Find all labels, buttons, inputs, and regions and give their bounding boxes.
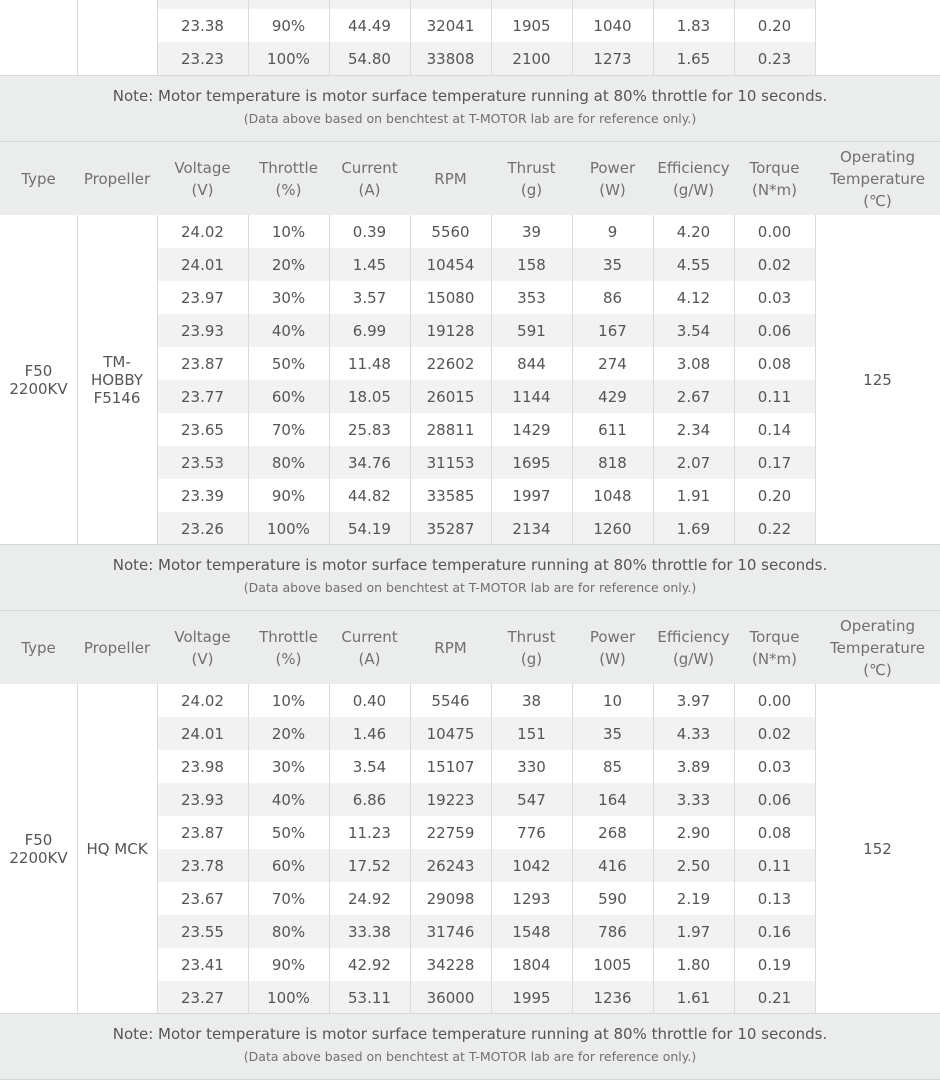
cell-rpm: 31746	[426, 922, 475, 941]
cell-thrust: 353	[517, 288, 546, 307]
note-sub-text: (Data above based on benchtest at T-MOTOR lab are for reference only.)	[243, 1049, 697, 1064]
cell-current: 17.52	[348, 856, 391, 875]
cell-throttle: 100%	[267, 49, 310, 68]
cell-torque: 0.16	[757, 922, 792, 941]
cell-power: 1236	[593, 988, 632, 1007]
cell-torque: 0.02	[757, 724, 792, 743]
column-header-operating-temperature-line: Temperature	[829, 638, 926, 657]
column-divider	[815, 684, 816, 1014]
column-header-efficiency-line: Efficiency	[657, 158, 730, 177]
cell-thrust: 1695	[512, 453, 551, 472]
column-divider	[329, 215, 330, 545]
column-divider	[491, 0, 492, 75]
cell-current: 3.54	[352, 757, 387, 776]
cell-efficiency: 4.55	[676, 255, 711, 274]
propeller-name	[77, 684, 157, 1014]
table-row-partial	[157, 0, 815, 9]
cell-current: 3.57	[352, 288, 387, 307]
cell-voltage: 23.23	[181, 49, 224, 68]
cell-efficiency: 2.67	[676, 387, 711, 406]
cell-efficiency: 2.50	[676, 856, 711, 875]
cell-efficiency: 1.97	[676, 922, 711, 941]
cell-thrust: 1997	[512, 486, 551, 505]
cell-torque: 0.00	[757, 222, 792, 241]
cell-power: 9	[607, 222, 618, 241]
column-header-voltage	[157, 142, 248, 215]
column-divider	[653, 684, 654, 1014]
cell-efficiency: 3.54	[676, 321, 711, 340]
cell-power: 1048	[593, 486, 632, 505]
cell-throttle: 80%	[271, 922, 306, 941]
cell-power: 611	[598, 420, 627, 439]
cell-rpm: 31153	[426, 453, 475, 472]
cell-torque: 0.14	[757, 420, 792, 439]
cell-thrust: 2100	[512, 49, 551, 68]
cell-thrust: 1042	[512, 856, 551, 875]
column-divider	[157, 215, 158, 545]
column-header-current	[329, 611, 410, 684]
cell-torque: 0.17	[757, 453, 792, 472]
cell-power: 164	[598, 790, 627, 809]
cell-power: 1260	[593, 519, 632, 538]
cell-rpm: 33585	[426, 486, 475, 505]
cell-torque: 0.20	[757, 16, 792, 35]
motor-type	[0, 215, 77, 545]
cell-efficiency: 1.83	[676, 16, 711, 35]
column-header-current-line: (A)	[358, 649, 381, 668]
cell-throttle: 100%	[267, 988, 310, 1007]
cell-thrust: 1429	[512, 420, 551, 439]
cell-throttle: 20%	[271, 724, 306, 743]
column-divider	[653, 0, 654, 75]
column-header-efficiency-line: (g/W)	[672, 180, 715, 199]
cell-efficiency: 3.08	[676, 354, 711, 373]
cell-rpm: 22602	[426, 354, 475, 373]
column-divider	[734, 0, 735, 75]
cell-current: 24.92	[348, 889, 391, 908]
column-header-voltage-line: Voltage	[174, 158, 231, 177]
cell-voltage: 23.67	[181, 889, 224, 908]
cell-rpm: 10454	[426, 255, 475, 274]
cell-torque: 0.08	[757, 823, 792, 842]
cell-torque: 0.19	[757, 955, 792, 974]
column-header-torque-line: (N*m)	[751, 649, 798, 668]
cell-throttle: 20%	[271, 255, 306, 274]
note-banner	[0, 544, 940, 611]
propeller-name-line: HQ MCK	[86, 840, 148, 858]
propeller-name-line: TM-	[103, 353, 131, 371]
cell-rpm: 22759	[426, 823, 475, 842]
cell-rpm: 35287	[426, 519, 475, 538]
cell-efficiency: 3.89	[676, 757, 711, 776]
cell-torque: 0.21	[757, 988, 792, 1007]
column-header-current	[329, 142, 410, 215]
cell-efficiency: 1.69	[676, 519, 711, 538]
cell-thrust: 38	[521, 691, 542, 710]
cell-current: 54.19	[348, 519, 391, 538]
cell-voltage: 24.02	[181, 691, 224, 710]
cell-torque: 0.13	[757, 889, 792, 908]
cell-power: 268	[598, 823, 627, 842]
cell-rpm: 32041	[426, 16, 475, 35]
cell-throttle: 90%	[271, 16, 306, 35]
cell-rpm: 15107	[426, 757, 475, 776]
cell-throttle: 90%	[271, 955, 306, 974]
cell-thrust: 151	[517, 724, 546, 743]
column-header-throttle	[248, 142, 329, 215]
note-main-text: Note: Motor temperature is motor surface temperature running at 80% throttle for 10 seconds.	[112, 1025, 828, 1043]
column-header-torque	[734, 611, 815, 684]
cell-voltage: 24.01	[181, 255, 224, 274]
cell-current: 54.80	[348, 49, 391, 68]
cell-rpm: 5546	[431, 691, 470, 710]
cell-efficiency: 2.90	[676, 823, 711, 842]
cell-rpm: 19223	[426, 790, 475, 809]
propeller-name-line: HOBBY	[90, 371, 143, 389]
cell-power: 167	[598, 321, 627, 340]
cell-efficiency: 4.20	[676, 222, 711, 241]
column-divider	[329, 684, 330, 1014]
cell-rpm: 5560	[431, 222, 470, 241]
cell-power: 590	[598, 889, 627, 908]
column-header-torque-line: Torque	[749, 627, 800, 646]
column-header-voltage-line: (V)	[191, 649, 214, 668]
column-header-thrust-line: Thrust	[507, 158, 556, 177]
operating-temperature	[815, 684, 940, 1014]
cell-voltage: 23.27	[181, 988, 224, 1007]
cell-torque: 0.11	[757, 387, 792, 406]
cell-throttle: 70%	[271, 889, 306, 908]
cell-power: 86	[602, 288, 623, 307]
column-divider	[410, 684, 411, 1014]
column-divider	[653, 215, 654, 545]
cell-throttle: 60%	[271, 856, 306, 875]
cell-thrust: 776	[517, 823, 546, 842]
motor-type-line: 2200KV	[9, 380, 68, 398]
column-header-thrust-line: (g)	[520, 649, 543, 668]
column-divider	[734, 215, 735, 545]
cell-torque: 0.06	[757, 321, 792, 340]
column-header-propeller-text: Propeller	[83, 638, 151, 657]
column-header-power-line: Power	[589, 627, 636, 646]
cell-voltage: 24.02	[181, 222, 224, 241]
note-main-text: Note: Motor temperature is motor surface temperature running at 80% throttle for 10 seconds.	[112, 556, 828, 574]
cell-efficiency: 1.91	[676, 486, 711, 505]
cell-torque: 0.03	[757, 757, 792, 776]
motor-type-line: F50	[24, 831, 53, 849]
column-header-torque-line: Torque	[749, 158, 800, 177]
cell-rpm: 26243	[426, 856, 475, 875]
column-header-thrust-line: Thrust	[507, 627, 556, 646]
column-divider	[77, 684, 78, 1014]
cell-power: 416	[598, 856, 627, 875]
column-header-operating-temperature-line: Temperature	[829, 169, 926, 188]
cell-rpm: 29098	[426, 889, 475, 908]
cell-torque: 0.06	[757, 790, 792, 809]
column-header-voltage-line: (V)	[191, 180, 214, 199]
column-header-rpm	[410, 142, 491, 215]
cell-thrust: 844	[517, 354, 546, 373]
column-divider	[248, 215, 249, 545]
column-divider	[410, 0, 411, 75]
column-header-operating-temperature	[815, 611, 940, 684]
cell-voltage: 23.93	[181, 321, 224, 340]
column-header-throttle-line: (%)	[275, 649, 302, 668]
cell-thrust: 1905	[512, 16, 551, 35]
cell-thrust: 330	[517, 757, 546, 776]
cell-voltage: 23.38	[181, 16, 224, 35]
cell-current: 1.46	[352, 724, 387, 743]
column-header-operating-temperature-line: (℃)	[863, 191, 892, 210]
cell-throttle: 90%	[271, 486, 306, 505]
column-header-throttle	[248, 611, 329, 684]
cell-throttle: 70%	[271, 420, 306, 439]
cell-current: 18.05	[348, 387, 391, 406]
column-header-type-text: Type	[21, 169, 56, 188]
cell-torque: 0.20	[757, 486, 792, 505]
column-header-torque-line: (N*m)	[751, 180, 798, 199]
cell-current: 0.39	[352, 222, 387, 241]
operating-temperature	[815, 215, 940, 545]
column-header-thrust	[491, 611, 572, 684]
cell-torque: 0.00	[757, 691, 792, 710]
column-header-power-line: Power	[589, 158, 636, 177]
cell-current: 11.48	[348, 354, 391, 373]
column-header-rpm-text: RPM	[434, 638, 467, 657]
motor-type-line: 2200KV	[9, 849, 68, 867]
cell-voltage: 23.39	[181, 486, 224, 505]
column-header-throttle-line: Throttle	[259, 627, 318, 646]
cell-thrust: 2134	[512, 519, 551, 538]
cell-throttle: 50%	[271, 823, 306, 842]
column-header-current-line: Current	[341, 158, 398, 177]
cell-efficiency: 2.34	[676, 420, 711, 439]
cell-torque: 0.23	[757, 49, 792, 68]
column-header-operating-temperature-line: (℃)	[863, 660, 892, 679]
cell-voltage: 23.26	[181, 519, 224, 538]
column-header-type-text: Type	[21, 638, 56, 657]
column-header-rpm	[410, 611, 491, 684]
cell-throttle: 80%	[271, 453, 306, 472]
cell-power: 35	[602, 255, 623, 274]
cell-current: 6.99	[352, 321, 387, 340]
note-banner	[0, 1013, 940, 1080]
cell-throttle: 10%	[271, 222, 306, 241]
cell-torque: 0.11	[757, 856, 792, 875]
column-header-power	[572, 142, 653, 215]
cell-voltage: 23.53	[181, 453, 224, 472]
cell-efficiency: 2.19	[676, 889, 711, 908]
column-divider	[410, 215, 411, 545]
cell-throttle: 40%	[271, 321, 306, 340]
column-header-current-line: (A)	[358, 180, 381, 199]
motor-type	[0, 684, 77, 1014]
column-header-propeller	[77, 611, 157, 684]
cell-current: 25.83	[348, 420, 391, 439]
cell-power: 1040	[593, 16, 632, 35]
cell-throttle: 60%	[271, 387, 306, 406]
column-header-type	[0, 611, 77, 684]
column-divider	[248, 684, 249, 1014]
cell-voltage: 23.41	[181, 955, 224, 974]
column-header-efficiency-line: Efficiency	[657, 627, 730, 646]
note-sub-text: (Data above based on benchtest at T-MOTOR lab are for reference only.)	[243, 580, 697, 595]
cell-thrust: 547	[517, 790, 546, 809]
cell-current: 0.40	[352, 691, 387, 710]
cell-voltage: 23.87	[181, 354, 224, 373]
column-header-propeller	[77, 142, 157, 215]
cell-power: 818	[598, 453, 627, 472]
cell-torque: 0.02	[757, 255, 792, 274]
cell-current: 11.23	[348, 823, 391, 842]
note-sub-text: (Data above based on benchtest at T-MOTOR lab are for reference only.)	[243, 111, 697, 126]
column-header-voltage	[157, 611, 248, 684]
cell-voltage: 23.55	[181, 922, 224, 941]
column-header-throttle-line: (%)	[275, 180, 302, 199]
cell-efficiency: 2.07	[676, 453, 711, 472]
cell-efficiency: 1.65	[676, 49, 711, 68]
column-header-power-line: (W)	[599, 180, 626, 199]
cell-power: 35	[602, 724, 623, 743]
cell-rpm: 26015	[426, 387, 475, 406]
column-divider	[329, 0, 330, 75]
cell-power: 429	[598, 387, 627, 406]
cell-current: 44.82	[348, 486, 391, 505]
cell-rpm: 36000	[426, 988, 475, 1007]
column-header-operating-temperature	[815, 142, 940, 215]
cell-thrust: 591	[517, 321, 546, 340]
column-header-torque	[734, 142, 815, 215]
cell-power: 1005	[593, 955, 632, 974]
cell-current: 6.86	[352, 790, 387, 809]
cell-efficiency: 4.12	[676, 288, 711, 307]
column-header-thrust	[491, 142, 572, 215]
column-divider	[77, 215, 78, 545]
cell-efficiency: 1.80	[676, 955, 711, 974]
column-divider	[572, 684, 573, 1014]
column-divider	[491, 215, 492, 545]
column-divider	[157, 684, 158, 1014]
cell-voltage: 24.01	[181, 724, 224, 743]
cell-power: 786	[598, 922, 627, 941]
column-divider	[734, 684, 735, 1014]
cell-voltage: 23.87	[181, 823, 224, 842]
cell-throttle: 50%	[271, 354, 306, 373]
cell-power: 1273	[593, 49, 632, 68]
column-divider	[572, 215, 573, 545]
cell-thrust: 39	[521, 222, 542, 241]
column-header-voltage-line: Voltage	[174, 627, 231, 646]
cell-current: 42.92	[348, 955, 391, 974]
column-divider	[491, 684, 492, 1014]
column-header-power	[572, 611, 653, 684]
column-header-thrust-line: (g)	[520, 180, 543, 199]
column-header-efficiency-line: (g/W)	[672, 649, 715, 668]
cell-throttle: 10%	[271, 691, 306, 710]
cell-thrust: 1144	[512, 387, 551, 406]
cell-voltage: 23.97	[181, 288, 224, 307]
cell-power: 10	[602, 691, 623, 710]
cell-rpm: 10475	[426, 724, 475, 743]
column-header-propeller-text: Propeller	[83, 169, 151, 188]
cell-thrust: 1548	[512, 922, 551, 941]
column-header-power-line: (W)	[599, 649, 626, 668]
propeller-name-line: F5146	[93, 389, 141, 407]
cell-torque: 0.08	[757, 354, 792, 373]
cell-thrust: 1995	[512, 988, 551, 1007]
column-divider	[157, 0, 158, 75]
cell-current: 44.49	[348, 16, 391, 35]
cell-voltage: 23.65	[181, 420, 224, 439]
column-divider	[815, 215, 816, 545]
cell-current: 1.45	[352, 255, 387, 274]
cell-rpm: 33808	[426, 49, 475, 68]
cell-throttle: 30%	[271, 288, 306, 307]
column-divider	[815, 0, 816, 75]
note-banner	[0, 75, 940, 142]
column-header-rpm-text: RPM	[434, 169, 467, 188]
cell-thrust: 1804	[512, 955, 551, 974]
column-header-type	[0, 142, 77, 215]
cell-current: 53.11	[348, 988, 391, 1007]
cell-efficiency: 3.33	[676, 790, 711, 809]
propeller-name	[77, 215, 157, 545]
operating-temperature-text: 125	[863, 371, 892, 389]
operating-temperature-text: 152	[863, 840, 892, 858]
cell-throttle: 40%	[271, 790, 306, 809]
cell-voltage: 23.78	[181, 856, 224, 875]
column-header-operating-temperature-line: Operating	[840, 147, 915, 166]
cell-power: 274	[598, 354, 627, 373]
cell-thrust: 158	[517, 255, 546, 274]
motor-type-line: F50	[24, 362, 53, 380]
cell-voltage: 23.93	[181, 790, 224, 809]
column-header-efficiency	[653, 611, 734, 684]
column-header-efficiency	[653, 142, 734, 215]
column-divider	[248, 0, 249, 75]
cell-rpm: 28811	[426, 420, 475, 439]
cell-rpm: 19128	[426, 321, 475, 340]
cell-voltage: 23.77	[181, 387, 224, 406]
cell-efficiency: 1.61	[676, 988, 711, 1007]
column-header-operating-temperature-line: Operating	[840, 616, 915, 635]
cell-rpm: 15080	[426, 288, 475, 307]
cell-rpm: 34228	[426, 955, 475, 974]
column-header-throttle-line: Throttle	[259, 158, 318, 177]
column-divider	[77, 0, 78, 75]
cell-efficiency: 4.33	[676, 724, 711, 743]
cell-torque: 0.22	[757, 519, 792, 538]
cell-efficiency: 3.97	[676, 691, 711, 710]
cell-current: 33.38	[348, 922, 391, 941]
column-header-current-line: Current	[341, 627, 398, 646]
note-main-text: Note: Motor temperature is motor surface temperature running at 80% throttle for 10 seconds.	[112, 87, 828, 105]
cell-power: 85	[602, 757, 623, 776]
cell-current: 34.76	[348, 453, 391, 472]
column-divider	[572, 0, 573, 75]
cell-voltage: 23.98	[181, 757, 224, 776]
cell-throttle: 30%	[271, 757, 306, 776]
cell-torque: 0.03	[757, 288, 792, 307]
cell-throttle: 100%	[267, 519, 310, 538]
cell-thrust: 1293	[512, 889, 551, 908]
